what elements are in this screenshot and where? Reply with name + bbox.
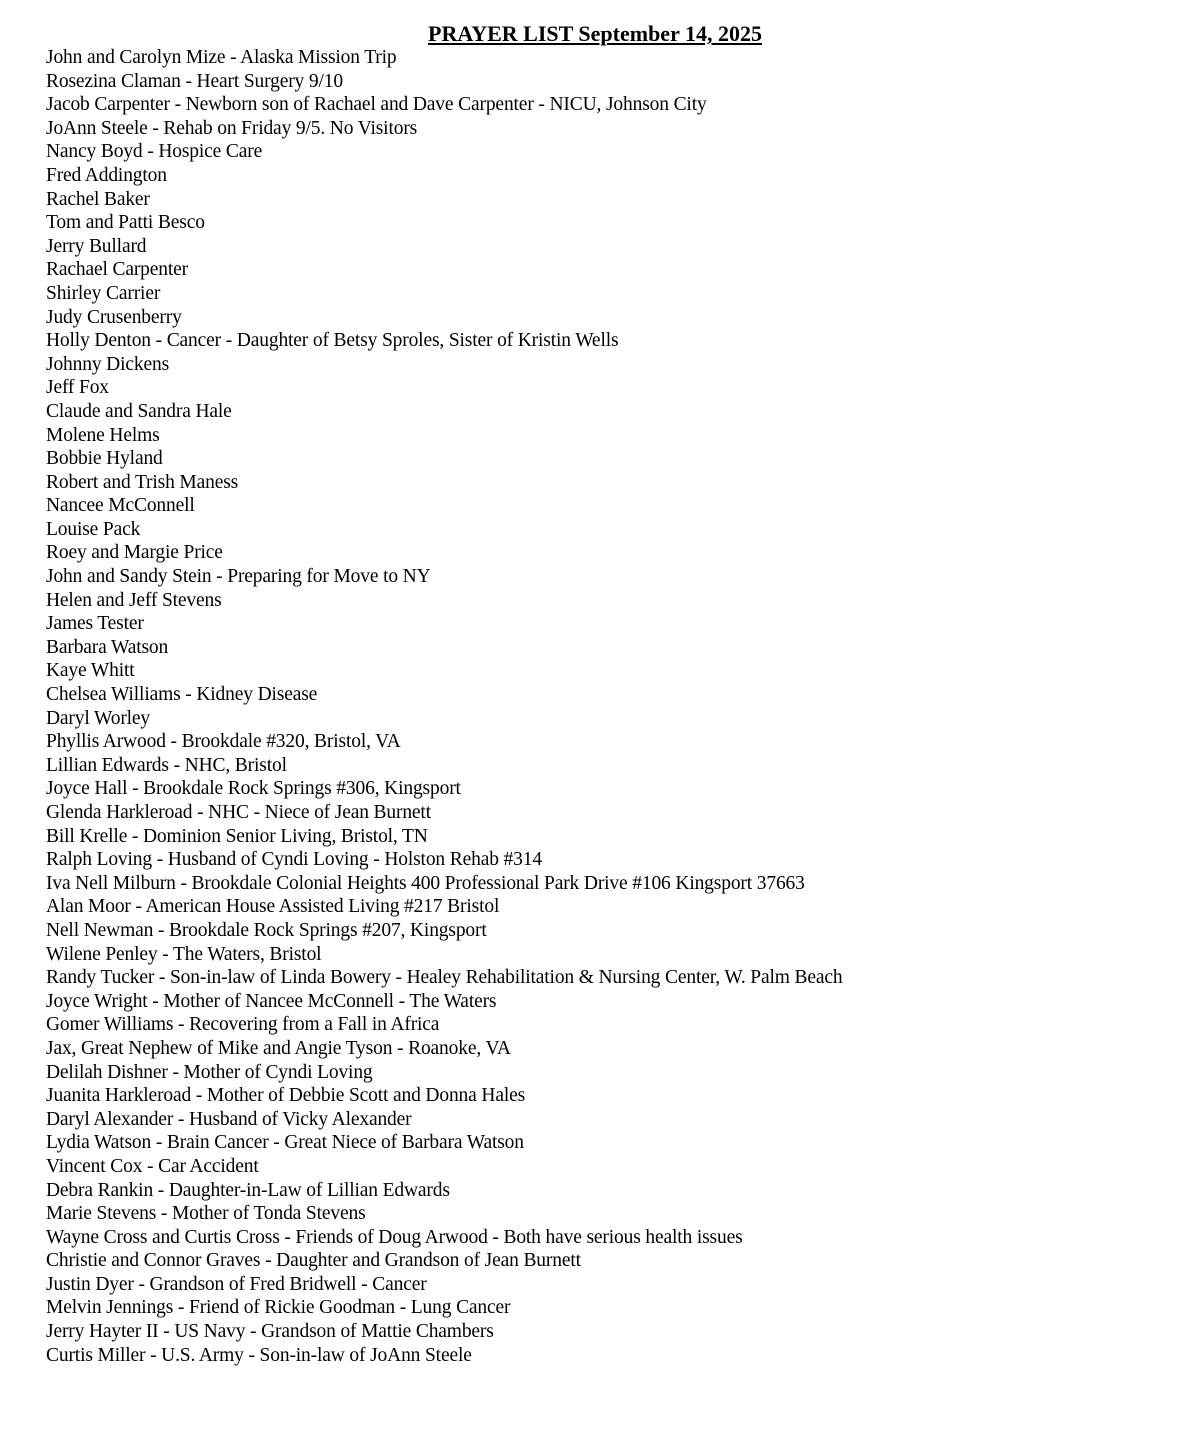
prayer-entry: Jerry Bullard	[46, 235, 147, 257]
prayer-entry: Joyce Hall - Brookdale Rock Springs #306, Kingsport	[46, 778, 461, 800]
prayer-entry: Lillian Edwards - NHC, Bristol	[46, 754, 287, 776]
prayer-entry-list	[46, 46, 1146, 1367]
prayer-entry: JoAnn Steele - Rehab on Friday 9/5. No Visitors	[46, 117, 418, 139]
prayer-entry: Justin Dyer - Grandson of Fred Bridwell - Cancer	[46, 1273, 427, 1295]
prayer-entry: Judy Crusenberry	[46, 306, 182, 328]
prayer-entry: Molene Helms	[46, 424, 160, 446]
prayer-entry: Barbara Watson	[46, 636, 169, 658]
prayer-entry: Marie Stevens - Mother of Tonda Stevens	[46, 1203, 366, 1225]
prayer-entry: Jax, Great Nephew of Mike and Angie Tyson - Roanoke, VA	[46, 1037, 511, 1059]
prayer-entry: Shirley Carrier	[46, 282, 161, 304]
prayer-entry: Rachael Carpenter	[46, 259, 188, 281]
prayer-entry: Wilene Penley - The Waters, Bristol	[46, 943, 322, 965]
prayer-entry: Bobbie Hyland	[46, 448, 163, 470]
prayer-entry: Curtis Miller - U.S. Army - Son-in-law of JoAnn Steele	[46, 1344, 472, 1366]
prayer-entry: Randy Tucker - Son-in-law of Linda Bowery - Healey Rehabilitation & Nursing Center, W. Palm Beach	[46, 967, 843, 989]
prayer-entry: Nell Newman - Brookdale Rock Springs #207, Kingsport	[46, 919, 487, 941]
prayer-entry: Helen and Jeff Stevens	[46, 589, 222, 611]
prayer-entry: Rosezina Claman - Heart Surgery 9/10	[46, 70, 343, 92]
prayer-entry: John and Carolyn Mize - Alaska Mission Trip	[46, 47, 397, 68]
prayer-entry: Iva Nell Milburn - Brookdale Colonial Heights 400 Professional Park Drive #106 Kingsport 37663	[46, 872, 805, 894]
prayer-entry: Daryl Worley	[46, 707, 151, 729]
prayer-entry: Ralph Loving - Husband of Cyndi Loving - Holston Rehab #314	[46, 849, 542, 871]
prayer-entry: Fred Addington	[46, 164, 167, 186]
prayer-entry: Glenda Harkleroad - NHC - Niece of Jean Burnett	[46, 802, 431, 823]
prayer-entry: Jeff Fox	[46, 377, 109, 399]
prayer-entry: Rachel Baker	[46, 188, 150, 210]
prayer-entry: Christie and Connor Graves - Daughter and Grandson of Jean Burnett	[46, 1250, 581, 1272]
prayer-entry: Vincent Cox - Car Accident	[46, 1155, 259, 1177]
prayer-entry: Melvin Jennings - Friend of Rickie Goodman - Lung Cancer	[46, 1297, 511, 1319]
prayer-entry: Holly Denton - Cancer - Daughter of Betsy Sproles, Sister of Kristin Wells	[46, 330, 619, 352]
prayer-entry: Phyllis Arwood - Brookdale #320, Bristol, VA	[46, 731, 401, 753]
prayer-entry: Lydia Watson - Brain Cancer - Great Niece of Barbara Watson	[46, 1132, 524, 1154]
prayer-entry: Claude and Sandra Hale	[46, 400, 232, 422]
prayer-entry: Jerry Hayter II - US Navy - Grandson of Mattie Chambers	[46, 1321, 494, 1343]
prayer-entry: Johnny Dickens	[46, 353, 170, 375]
prayer-entry: Juanita Harkleroad - Mother of Debbie Scott and Donna Hales	[46, 1085, 526, 1107]
prayer-entry: James Tester	[46, 613, 144, 635]
prayer-entry: Jacob Carpenter - Newborn son of Rachael and Dave Carpenter - NICU, Johnson City	[46, 94, 707, 116]
prayer-entry: Nancee McConnell	[46, 495, 195, 517]
prayer-entry: Tom and Patti Besco	[46, 212, 205, 234]
prayer-entry: Louise Pack	[46, 518, 141, 540]
prayer-entry: John and Sandy Stein - Preparing for Move to NY	[46, 566, 431, 588]
page-title: PRAYER LIST September 14, 2025	[428, 21, 762, 46]
prayer-entry: Gomer Williams - Recovering from a Fall in Africa	[46, 1014, 440, 1036]
prayer-entry: Delilah Dishner - Mother of Cyndi Loving	[46, 1061, 373, 1083]
prayer-entry: Joyce Wright - Mother of Nancee McConnell - The Waters	[46, 990, 497, 1012]
prayer-entry: Robert and Trish Maness	[46, 471, 239, 493]
prayer-entry: Nancy Boyd - Hospice Care	[46, 141, 263, 163]
prayer-entry: Kaye Whitt	[46, 660, 135, 682]
prayer-entry: Daryl Alexander - Husband of Vicky Alexander	[46, 1108, 412, 1130]
prayer-entry: Chelsea Williams - Kidney Disease	[46, 684, 318, 706]
prayer-entry: Debra Rankin - Daughter-in-Law of Lillian Edwards	[46, 1179, 450, 1201]
prayer-entry: Bill Krelle - Dominion Senior Living, Bristol, TN	[46, 825, 428, 847]
prayer-entry: Roey and Margie Price	[46, 542, 223, 564]
prayer-entry: Wayne Cross and Curtis Cross - Friends of Doug Arwood - Both have serious health issues	[46, 1226, 743, 1248]
prayer-entry: Alan Moor - American House Assisted Living #217 Bristol	[46, 896, 500, 918]
